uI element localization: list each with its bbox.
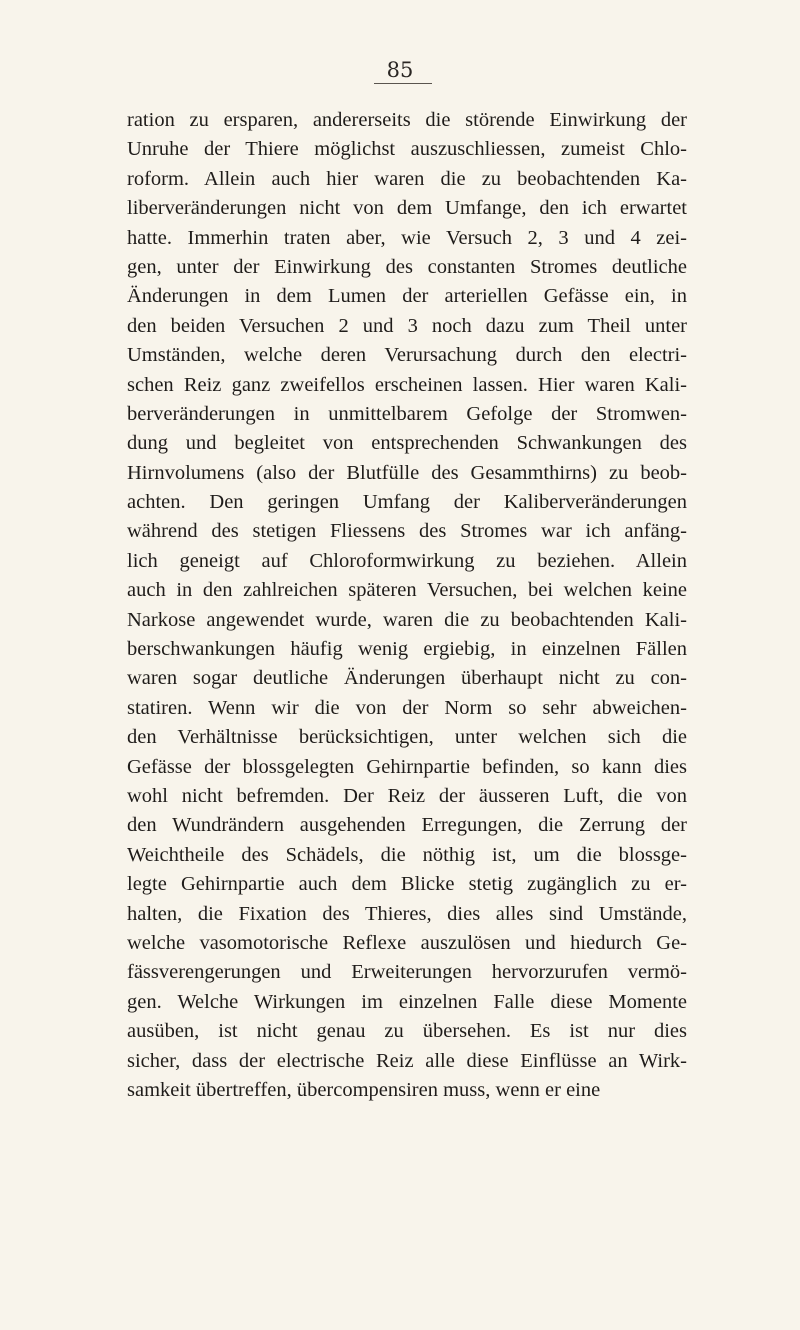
text-line: Unruhe der Thiere möglichst auszuschliessen, zumeist Chlo- — [127, 138, 687, 161]
text-line: Umständen, welche deren Verursachung durch den electri- — [127, 344, 687, 367]
text-line: während des stetigen Fliessens des Stromes war ich anfäng- — [127, 520, 687, 543]
text-line: Änderungen in dem Lumen der arteriellen Gefässe ein, in — [127, 285, 687, 308]
text-line: gen. Welche Wirkungen im einzelnen Falle diese Momente — [127, 990, 687, 1013]
text-line: halten, die Fixation des Thieres, dies alles sind Umstände, — [127, 902, 687, 925]
text-line: den Verhältnisse berücksichtigen, unter welchen sich die — [127, 726, 687, 749]
text-line: den Wundrändern ausgehenden Erregungen, die Zerrung der — [127, 814, 687, 837]
text-line: Narkose angewendet wurde, waren die zu beobachtenden Kali- — [127, 608, 687, 631]
text-line: schen Reiz ganz zweifellos erscheinen lassen. Hier waren Kali- — [127, 373, 687, 396]
text-line: statiren. Wenn wir die von der Norm so sehr abweichen- — [127, 696, 687, 719]
text-line: berschwankungen häufig wenig ergiebig, in einzelnen Fällen — [127, 638, 687, 661]
text-line: ration zu ersparen, andererseits die störende Einwirkung der — [127, 109, 687, 131]
text-line: liberveränderungen nicht von dem Umfange, den ich erwartet — [127, 197, 687, 220]
text-line: Weichtheile des Schädels, die nöthig ist, um die blossge- — [127, 843, 687, 866]
text-line: fässverengerungen und Erweiterungen hervorzurufen vermö- — [127, 961, 687, 984]
text-line: wohl nicht befremden. Der Reiz der äusseren Luft, die von — [127, 784, 687, 807]
text-line: waren sogar deutliche Änderungen überhaupt nicht zu con- — [127, 667, 687, 690]
text-line: ausüben, ist nicht genau zu übersehen. Es ist nur dies — [127, 1020, 687, 1043]
text-line: dung und begleitet von entsprechenden Schwankungen des — [127, 432, 687, 455]
text-line: welche vasomotorische Reflexe auszulösen und hiedurch Ge- — [127, 931, 687, 954]
text-line: auch in den zahlreichen späteren Versuchen, bei welchen keine — [127, 579, 687, 602]
text-line: roform. Allein auch hier waren die zu beobachtenden Ka- — [127, 167, 687, 190]
text-line: samkeit übertreffen, übercompensiren muss, wenn er eine — [127, 1078, 601, 1101]
text-line: legte Gehirnpartie auch dem Blicke stetig zugänglich zu er- — [127, 873, 687, 896]
text-line: sicher, dass der electrische Reiz alle diese Einflüsse an Wirk- — [127, 1049, 687, 1072]
text-line: berveränderungen in unmittelbarem Gefolge der Stromwen- — [127, 402, 687, 425]
page-number: 85 — [370, 60, 430, 81]
text-line: achten. Den geringen Umfang der Kaliberveränderungen — [127, 491, 687, 514]
text-line: hatte. Immerhin traten aber, wie Versuch 2, 3 und 4 zei- — [127, 226, 687, 249]
text-line: Gefässe der blossgelegten Gehirnpartie befinden, so kann dies — [127, 755, 687, 778]
text-line: den beiden Versuchen 2 und 3 noch dazu zum Theil unter — [127, 314, 687, 337]
body-text — [127, 106, 687, 1105]
text-line: Hirnvolumens (also der Blutfülle des Gesammthirns) zu beob- — [127, 461, 687, 484]
text-line: gen, unter der Einwirkung des constanten Stromes deutliche — [127, 255, 687, 278]
text-line: lich geneigt auf Chloroformwirkung zu beziehen. Allein — [127, 549, 687, 572]
